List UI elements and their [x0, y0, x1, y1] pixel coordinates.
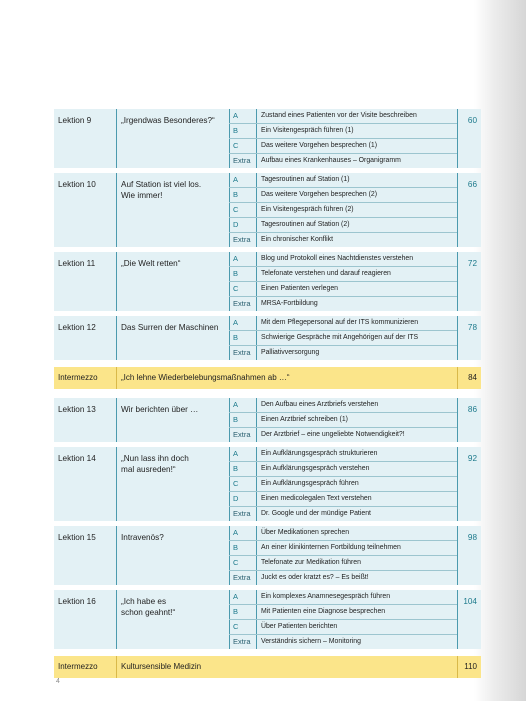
- subsection-text: Über Medikationen sprechen: [256, 526, 457, 540]
- lesson-page: 104: [457, 590, 481, 649]
- lesson-title: „Ich habe es schon geahnt!“: [116, 590, 229, 649]
- subsection-letter: C: [229, 477, 256, 491]
- lesson-row: [54, 316, 481, 360]
- subsection-text: Dr. Google und der mündige Patient: [256, 507, 457, 521]
- subsection-text: Zustand eines Patienten vor der Visite beschreiben: [256, 109, 457, 123]
- lesson-row: [54, 173, 481, 247]
- intermezzo-title: „Ich lehne Wiederbelebungsmaßnahmen ab …“: [116, 367, 457, 389]
- subsection-letter: B: [229, 267, 256, 281]
- intermezzo-page: 110: [457, 656, 481, 678]
- lesson-number: Lektion 11: [58, 259, 96, 268]
- lesson-number: Lektion 16: [58, 597, 96, 606]
- subsection-letter: B: [229, 413, 256, 427]
- lesson-row: [54, 398, 481, 442]
- subsection-row: [229, 218, 457, 233]
- lesson-page: 92: [457, 447, 481, 521]
- subsection-row: [229, 447, 457, 462]
- subsection-letter: D: [229, 492, 256, 506]
- lesson-subsections: [229, 252, 457, 311]
- subsection-text: Mit Patienten eine Diagnose besprechen: [256, 605, 457, 619]
- subsection-row: [229, 398, 457, 413]
- subsection-row: [229, 331, 457, 346]
- subsection-letter: A: [229, 109, 256, 123]
- lesson-number: Lektion 15: [58, 533, 96, 542]
- subsection-row: [229, 462, 457, 477]
- subsection-row: [229, 173, 457, 188]
- subsection-row: [229, 477, 457, 492]
- subsection-row: [229, 590, 457, 605]
- subsection-row: [229, 203, 457, 218]
- lesson-page: 72: [457, 252, 481, 311]
- subsection-row: [229, 635, 457, 649]
- intermezzo-page: 84: [457, 367, 481, 389]
- subsection-row: [229, 139, 457, 154]
- subsection-row: [229, 346, 457, 360]
- lesson-row: [54, 109, 481, 168]
- subsection-row: [229, 605, 457, 620]
- lesson-row: [54, 590, 481, 649]
- subsection-text: Der Arztbrief – eine ungeliebte Notwendigkeit?!: [256, 428, 457, 442]
- subsection-letter: A: [229, 447, 256, 461]
- lesson-subsections: [229, 526, 457, 585]
- subsection-row: [229, 124, 457, 139]
- lesson-title: „Irgendwas Besonderes?“: [116, 109, 229, 168]
- lesson-title: „Die Welt retten“: [116, 252, 229, 311]
- intermezzo-label: Intermezzo: [58, 373, 98, 382]
- subsection-letter: A: [229, 526, 256, 540]
- subsection-text: Juckt es oder kratzt es? – Es beißt!: [256, 571, 457, 585]
- subsection-row: [229, 556, 457, 571]
- lesson-number: Lektion 13: [58, 405, 96, 414]
- subsection-text: Ein chronischer Konflikt: [256, 233, 457, 247]
- subsection-row: [229, 571, 457, 585]
- lesson-page: 78: [457, 316, 481, 360]
- intermezzo-row-2: [54, 656, 481, 678]
- subsection-text: Einen Arztbrief schreiben (1): [256, 413, 457, 427]
- subsection-text: Ein Visitengespräch führen (2): [256, 203, 457, 217]
- subsection-text: Telefonate verstehen und darauf reagieren: [256, 267, 457, 281]
- subsection-text: Palliativversorgung: [256, 346, 457, 360]
- subsection-letter: Extra: [229, 154, 256, 168]
- lesson-row: [54, 526, 481, 585]
- subsection-row: [229, 282, 457, 297]
- subsection-text: Über Patienten berichten: [256, 620, 457, 634]
- subsection-letter: B: [229, 188, 256, 202]
- lesson-subsections: [229, 590, 457, 649]
- subsection-row: [229, 541, 457, 556]
- subsection-text: Mit dem Pflegepersonal auf der ITS kommunizieren: [256, 316, 457, 330]
- subsection-row: [229, 297, 457, 311]
- subsection-text: Einen Patienten verlegen: [256, 282, 457, 296]
- lesson-subsections: [229, 109, 457, 168]
- lesson-number: Lektion 14: [58, 454, 96, 463]
- lesson-row: [54, 252, 481, 311]
- subsection-row: [229, 428, 457, 442]
- subsection-row: [229, 620, 457, 635]
- subsection-text: Ein komplexes Anamnesegespräch führen: [256, 590, 457, 604]
- lesson-page: 86: [457, 398, 481, 442]
- subsection-row: [229, 154, 457, 168]
- lesson-number: Lektion 9: [58, 116, 92, 125]
- intermezzo-title: Kultursensible Medizin: [116, 656, 457, 678]
- lesson-number: Lektion 12: [58, 323, 96, 332]
- lesson-subsections: [229, 173, 457, 247]
- subsection-text: Ein Aufklärungsgespräch strukturieren: [256, 447, 457, 461]
- subsection-letter: D: [229, 218, 256, 232]
- subsection-row: [229, 526, 457, 541]
- lesson-page: 66: [457, 173, 481, 247]
- lesson-subsections: [229, 398, 457, 442]
- subsection-text: Ein Aufklärungsgespräch verstehen: [256, 462, 457, 476]
- subsection-text: Das weitere Vorgehen besprechen (1): [256, 139, 457, 153]
- lesson-title: Das Surren der Maschinen: [116, 316, 229, 360]
- lesson-subsections: [229, 447, 457, 521]
- table-of-contents: [54, 109, 481, 687]
- subsection-letter: A: [229, 173, 256, 187]
- subsection-letter: Extra: [229, 297, 256, 311]
- subsection-letter: B: [229, 124, 256, 138]
- subsection-letter: B: [229, 605, 256, 619]
- subsection-row: [229, 109, 457, 124]
- subsection-text: Einen medicolegalen Text verstehen: [256, 492, 457, 506]
- subsection-row: [229, 188, 457, 203]
- subsection-text: Telefonate zur Medikation führen: [256, 556, 457, 570]
- subsection-row: [229, 267, 457, 282]
- subsection-row: [229, 233, 457, 247]
- lesson-title: Intravenös?: [116, 526, 229, 585]
- intermezzo-row-1: [54, 367, 481, 389]
- intermezzo-label: Intermezzo: [58, 662, 98, 671]
- subsection-text: Verständnis sichern – Monitoring: [256, 635, 457, 649]
- page-number: 4: [56, 678, 60, 685]
- subsection-letter: C: [229, 139, 256, 153]
- subsection-letter: C: [229, 556, 256, 570]
- subsection-text: Tagesroutinen auf Station (1): [256, 173, 457, 187]
- subsection-letter: Extra: [229, 346, 256, 360]
- subsection-letter: A: [229, 316, 256, 330]
- subsection-letter: C: [229, 203, 256, 217]
- lesson-number: Lektion 10: [58, 180, 96, 189]
- subsection-row: [229, 413, 457, 428]
- subsection-row: [229, 492, 457, 507]
- subsection-row: [229, 252, 457, 267]
- lesson-page: 60: [457, 109, 481, 168]
- subsection-text: Ein Visitengespräch führen (1): [256, 124, 457, 138]
- subsection-letter: C: [229, 620, 256, 634]
- subsection-text: Aufbau eines Krankenhauses – Organigramm: [256, 154, 457, 168]
- subsection-row: [229, 316, 457, 331]
- subsection-letter: Extra: [229, 635, 256, 649]
- lesson-title: Wir berichten über …: [116, 398, 229, 442]
- toc-block-2: [54, 398, 481, 649]
- subsection-text: Das weitere Vorgehen besprechen (2): [256, 188, 457, 202]
- subsection-text: Tagesroutinen auf Station (2): [256, 218, 457, 232]
- subsection-text: Den Aufbau eines Arztbriefs verstehen: [256, 398, 457, 412]
- page-edge-shadow: [474, 0, 526, 701]
- subsection-letter: C: [229, 282, 256, 296]
- subsection-text: Blog und Protokoll eines Nachtdienstes verstehen: [256, 252, 457, 266]
- subsection-text: An einer klinikinternen Fortbildung teilnehmen: [256, 541, 457, 555]
- lesson-title: Auf Station ist viel los. Wie immer!: [116, 173, 229, 247]
- subsection-letter: B: [229, 541, 256, 555]
- subsection-letter: Extra: [229, 571, 256, 585]
- subsection-letter: B: [229, 331, 256, 345]
- lesson-title: „Nun lass ihn doch mal ausreden!“: [116, 447, 229, 521]
- subsection-letter: Extra: [229, 507, 256, 521]
- subsection-letter: Extra: [229, 428, 256, 442]
- lesson-subsections: [229, 316, 457, 360]
- subsection-letter: A: [229, 252, 256, 266]
- subsection-letter: A: [229, 398, 256, 412]
- subsection-letter: A: [229, 590, 256, 604]
- subsection-text: MRSA-Fortbildung: [256, 297, 457, 311]
- subsection-letter: Extra: [229, 233, 256, 247]
- toc-block-1: [54, 109, 481, 360]
- subsection-row: [229, 507, 457, 521]
- subsection-text: Schwierige Gespräche mit Angehörigen auf der ITS: [256, 331, 457, 345]
- lesson-row: [54, 447, 481, 521]
- subsection-text: Ein Aufklärungsgespräch führen: [256, 477, 457, 491]
- subsection-letter: B: [229, 462, 256, 476]
- lesson-page: 98: [457, 526, 481, 585]
